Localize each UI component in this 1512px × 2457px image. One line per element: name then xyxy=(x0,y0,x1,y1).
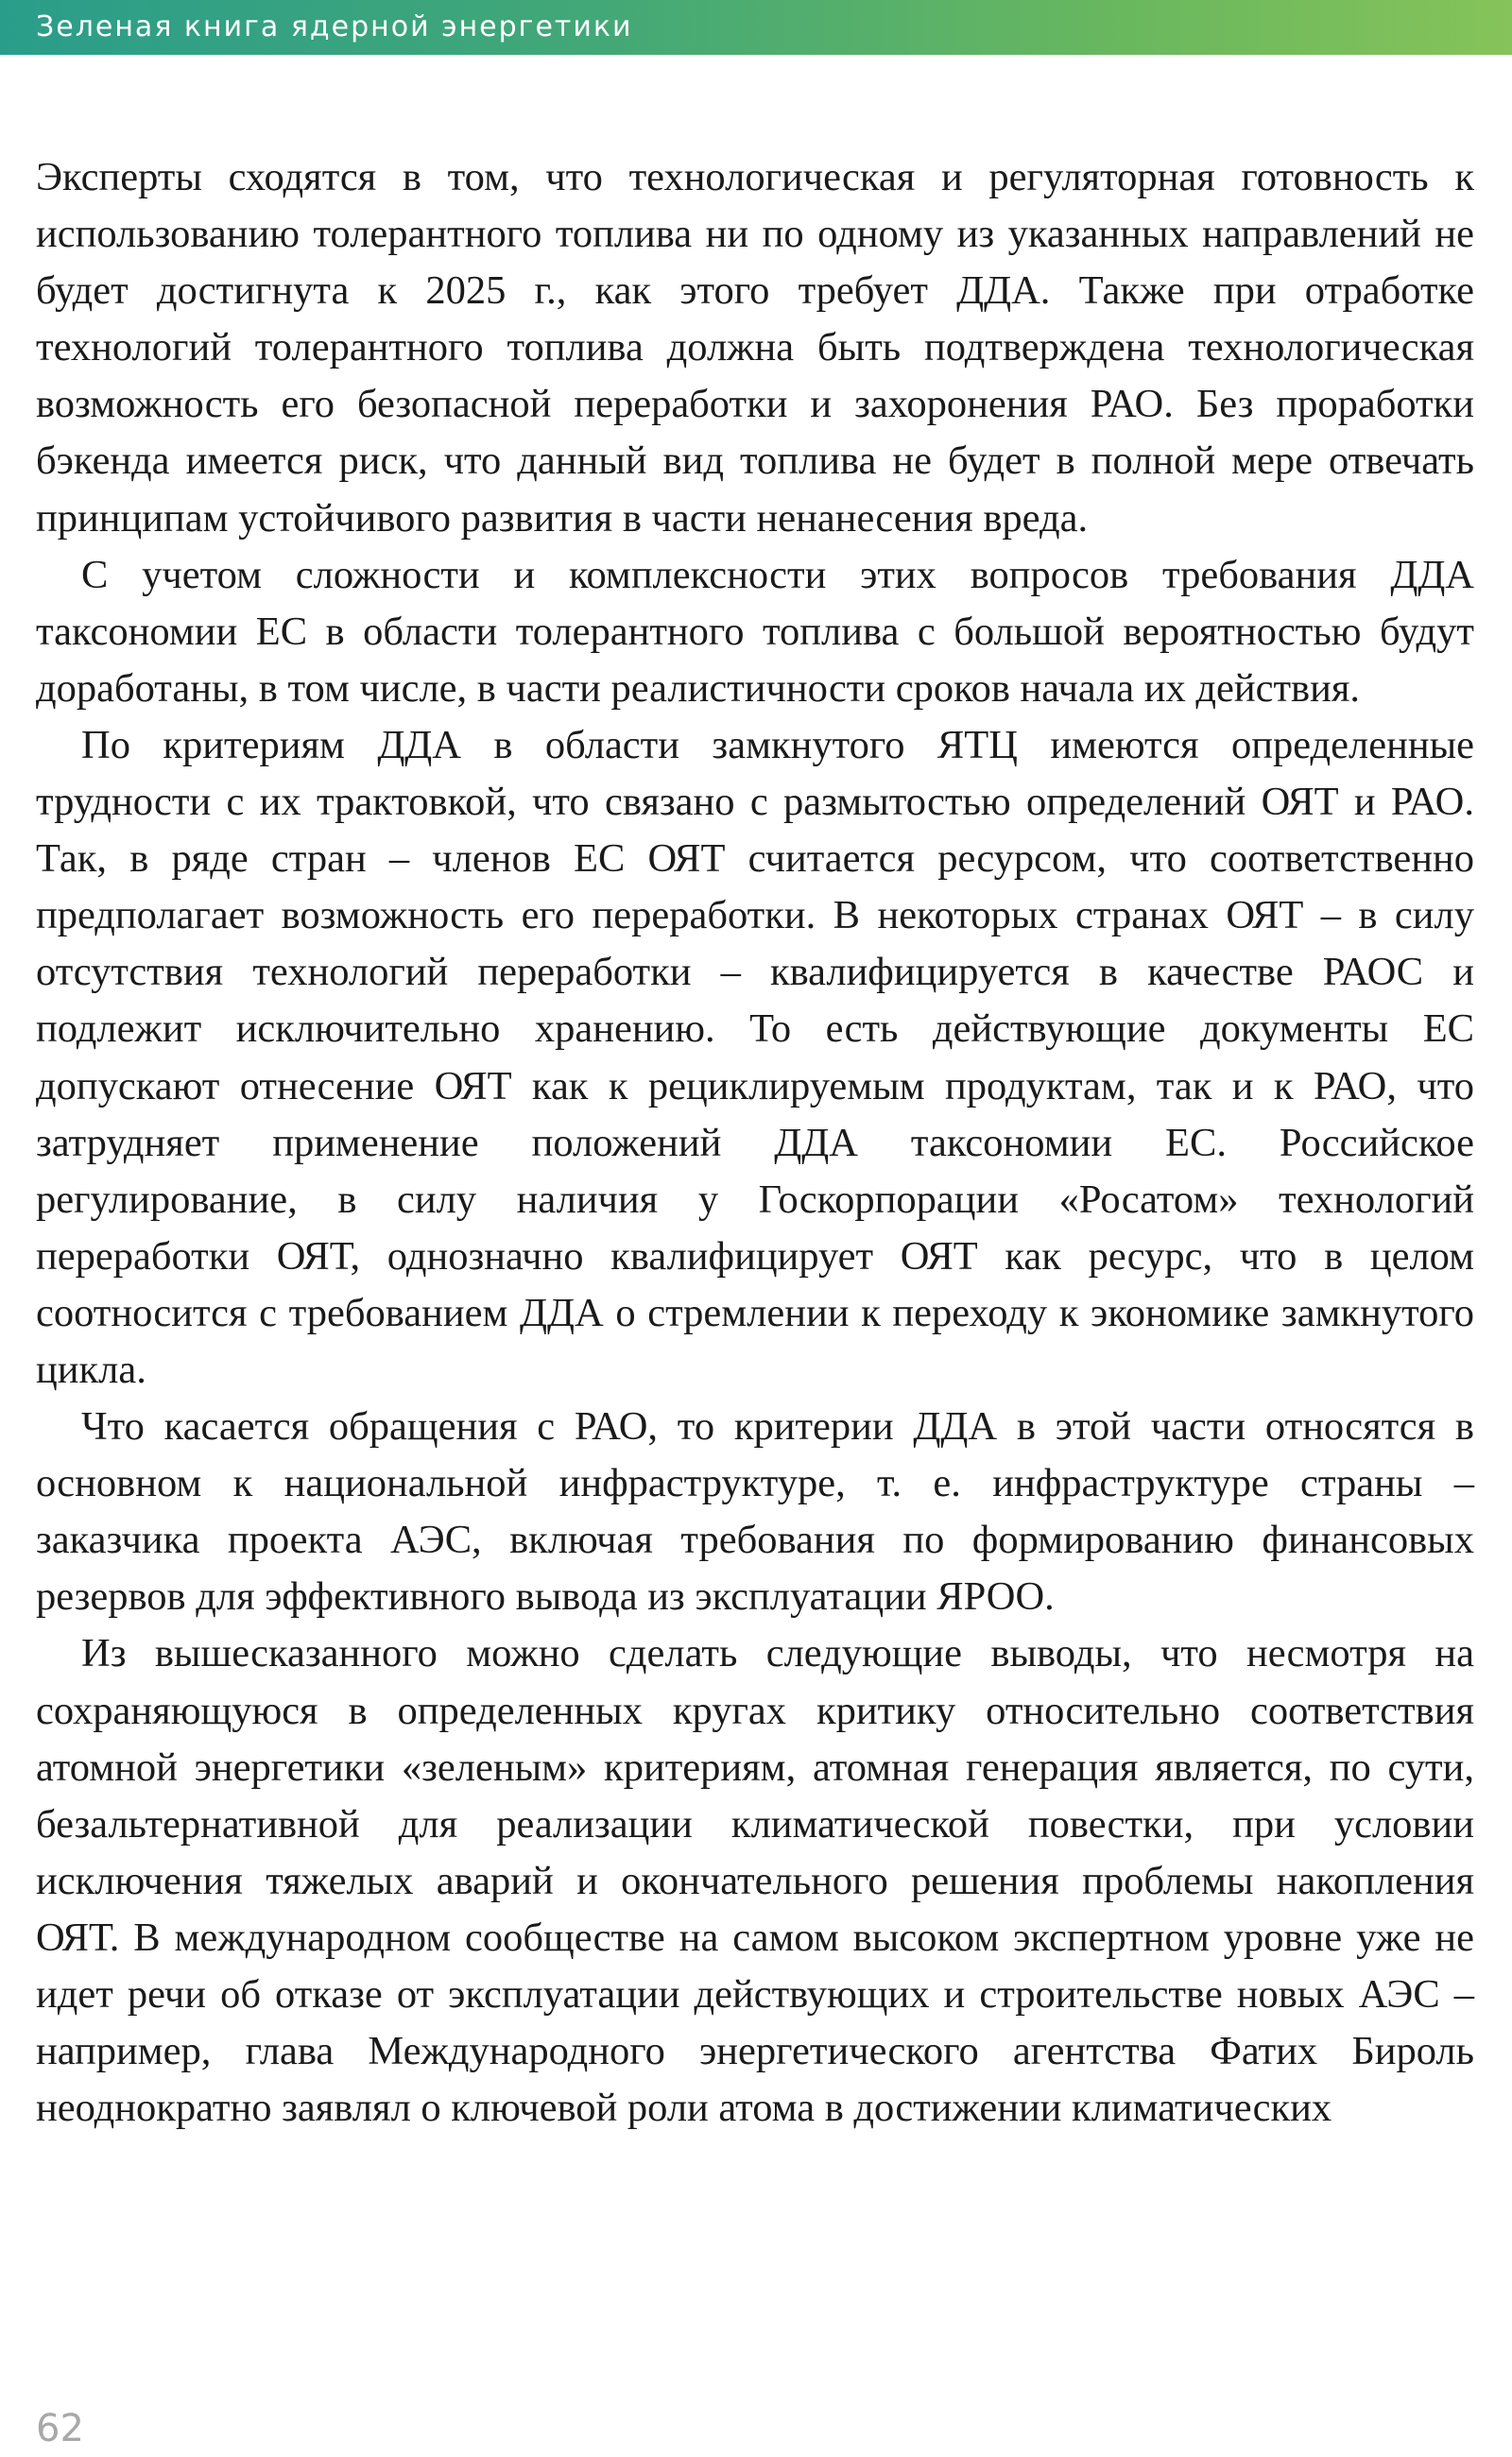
body-paragraph: По критериям ДДА в области замкнутого ЯТЦ имеются определенные трудности с их трактовкой, что связано с размытостью определений ОЯТ и РАО. Так, в ряде стран – членов ЕС ОЯТ считается ресурсом, что соответственно предполагает возможность его переработки. В некоторых странах ОЯТ – в силу отсутствия технологий переработки – квалифицируется в качестве РАОС и подлежит исключительно хранению. То есть действующие документы ЕС допускают отнесение ОЯТ как к рециклируемым продуктам, так и к РАО, что затрудняет применение положений ДДА таксономии ЕС. Российское регулирование, в силу наличия у Госкорпорации «Росатом» технологий переработки ОЯТ, однозначно квалифицирует ОЯТ как ресурс, что в целом соотносится с требованием ДДА о стремлении к переходу к экономике замкнутого цикла. xyxy=(36,722,1474,1392)
body-paragraph: Эксперты сходятся в том, что технологическая и регуляторная готовность к использованию толерантного топлива ни по одному из указанных направлений не будет достигнута к 2025 г., как этого требует ДДА. Также при отработке технологий толерантного топлива должна быть подтверждена технологическая возможность его безопасной переработки и захоронения РАО. Без проработки бэкенда имеется риск, что данный вид топлива не будет в полной мере отвечать принципам устойчивого развития в части ненанесения вреда. xyxy=(36,155,1474,541)
page-number: 62 xyxy=(36,2407,84,2450)
running-header-band xyxy=(0,0,1512,55)
body-paragraph: Из вышесказанного можно сделать следующие выводы, что несмотря на сохраняющуюся в определенных кругах критику относительно соответствия атомной энергетики «зеленым» критериям, атомная генерация является, по сути, безальтернативной для реализации климатической повестки, при условии исключения тяжелых аварий и окончательного решения проблемы накопления ОЯТ. В международном сообществе на самом высоком экспертном уровне уже не идет речи об отказе от эксплуатации действующих и строительстве новых АЭС – например, глава Международного энергетического агентства Фатих Бироль неоднократно заявлял о ключевой роли атома в достижении климатических xyxy=(36,1631,1474,2131)
page-body xyxy=(36,149,1474,2137)
running-header-title: Зеленая книга ядерной энергетики xyxy=(36,10,633,43)
body-paragraph: Что касается обращения с РАО, то критерии ДДА в этой части относятся в основном к национальной инфраструктуре, т. е. инфраструктуре страны – заказчика проекта АЭС, включая требования по формированию финансовых резервов для эффективного вывода из эксплуатации ЯРОО. xyxy=(36,1404,1474,1620)
body-paragraph: С учетом сложности и комплексности этих вопросов требования ДДА таксономии ЕС в области толерантного топлива с большой вероятностью будут доработаны, в том числе, в части реалистичности сроков начала их действия. xyxy=(36,552,1474,711)
